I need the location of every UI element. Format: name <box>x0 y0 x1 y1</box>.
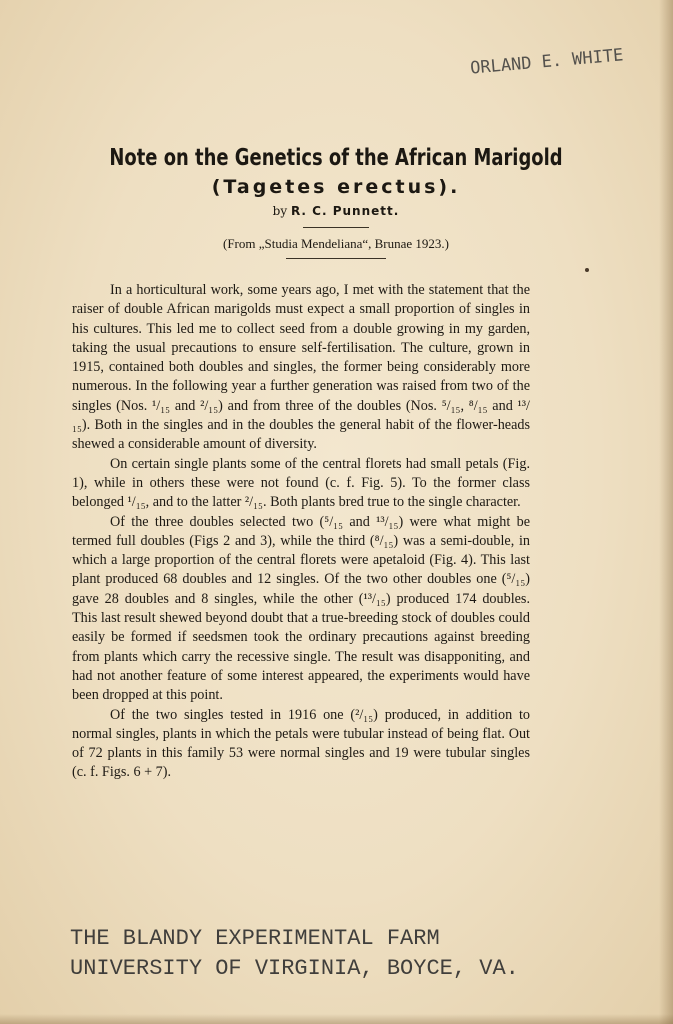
source-citation: (From „Studia Mendeliana“, Brunae 1923.) <box>223 236 449 251</box>
page-bottom-edge <box>0 1014 673 1024</box>
paper-title: Note on the Genetics of the African Marigold <box>109 145 563 171</box>
paper-speck <box>585 268 589 272</box>
byline <box>40 204 632 218</box>
article-body <box>72 281 530 783</box>
footer-stamp-line-1: THE BLANDY EXPERIMENTAL FARM <box>70 926 440 951</box>
footer-stamp-line-2: UNIVERSITY OF VIRGINIA, BOYCE, VA. <box>70 956 519 981</box>
paragraph: Of the three doubles selected two (⁵/₁₅ and ¹³/₁₅) were what might be termed full doubles (Figs 2 and 3), while the third (⁸/₁₅) was a semi-double, in which a large proportion of the central florets were apetaloid (Fig. 4). This last plant produced 68 doubles and 12 singles. Of the two other doubles one (⁵/₁₅) gave 28 doubles and 8 singles, while the other (¹³/₁₅) produced 174 doubles. This last result shewed beyond doubt that a true-breeding stock of doubles could easily be formed if seedsmen took the ordinary precautions against breeding from plants which carry the recessive single. The result was disapponiting, and had not another feature of some interest appeared, the experiments would have been dropped at this point. <box>72 513 530 704</box>
paper-subtitle: (Tagetes erectus). <box>211 176 461 198</box>
page-edge-shadow <box>659 0 673 1024</box>
divider-top <box>303 227 369 228</box>
byline-prefix: by <box>272 204 288 218</box>
divider-bottom <box>286 258 386 259</box>
paragraph: In a horticultural work, some years ago, I met with the statement that the raiser of double African marigolds must expect a small proportion of singles in his cultures. This led me to collect seed from a double growing in my garden, taking the usual precautions to ensure self-fertilisation. The culture, grown in 1915, contained both doubles and singles, the former being considerably more numerous. In the following year a further generation was raised from two of the singles (Nos. ¹/₁₅ and ²/₁₅) and from three of the doubles (Nos. ⁵/₁₅, ⁸/₁₅ and ¹³/₁₅). Both in the singles and in the doubles the general habit of the flower-heads shewed a considerable amount of diversity. <box>72 282 530 453</box>
paragraph: On certain single plants some of the central florets had small petals (Fig. 1), while in others these were not found (c. f. Fig. 5). To the former class belonged ¹/₁₅, and to the latter ²/₁₅. Both plants bred true to the single character. <box>72 455 530 511</box>
paragraph: Of the two singles tested in 1916 one (²/₁₅) produced, in addition to normal singles, plants in which the petals were tubular instead of being flat. Out of 72 plants in this family 53 were normal singles and 19 were tubular singles (c. f. Figs. 6 + 7). <box>72 706 530 781</box>
author-name: R. C. Punnett. <box>290 204 400 218</box>
owner-stamp: ORLAND E. WHITE <box>469 45 625 79</box>
